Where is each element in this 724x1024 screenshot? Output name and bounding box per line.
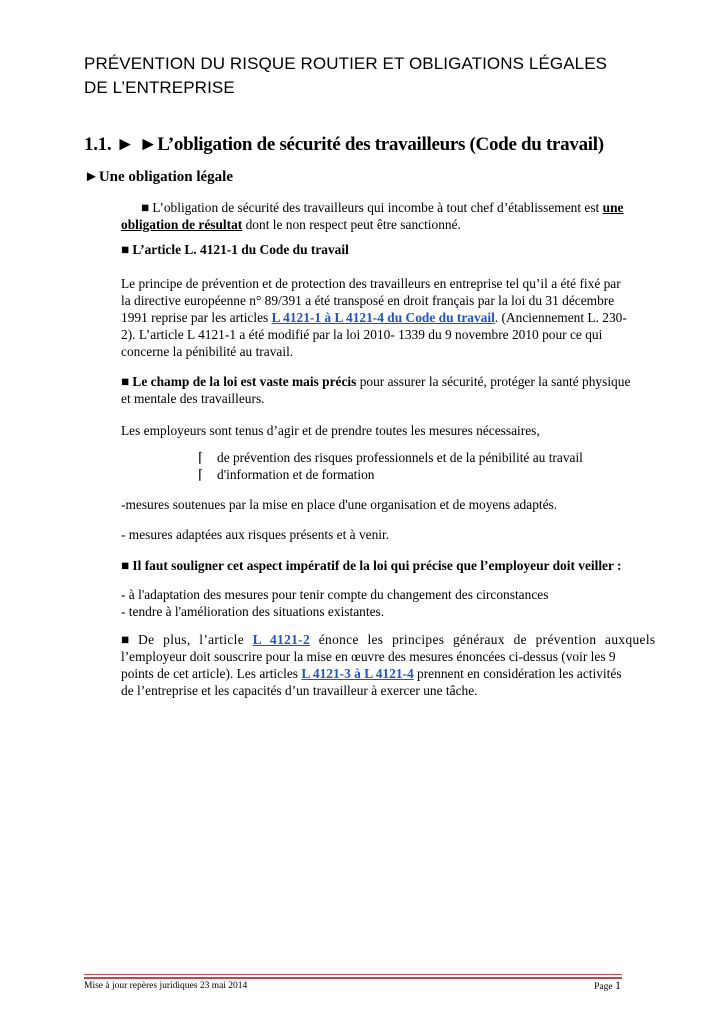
paragraph-line: Le principe de prévention et de protection des travailleurs en entreprise tel qu’il a été fixé par bbox=[121, 276, 621, 291]
paragraph-line bbox=[121, 309, 627, 326]
sub-heading: ►Une obligation légale bbox=[84, 169, 234, 185]
section-heading: 1.1. ► ►L’obligation de sécurité des travailleurs (Code du travail) bbox=[84, 134, 604, 155]
paragraph-line: concerne la pénibilité au travail. bbox=[121, 344, 294, 359]
paragraph-line bbox=[121, 216, 621, 233]
paragraph-line: - tendre à l'amélioration des situations existantes. bbox=[121, 604, 385, 619]
paragraph-scope bbox=[121, 373, 631, 407]
paragraph-line bbox=[121, 631, 656, 648]
emphasis-text: une bbox=[602, 200, 624, 215]
list-item bbox=[198, 466, 583, 483]
paragraph-line: l’employeur doit souscrire pour la mise en œuvre des mesures énoncées ci-dessus (voir les 9 bbox=[121, 649, 616, 664]
list-item bbox=[198, 449, 583, 466]
paragraph-text: prennent en considération les activités bbox=[413, 666, 622, 681]
emphasis-text: ■ Le champ de la loi est vaste mais précis bbox=[121, 374, 357, 389]
paragraph-text: ■ De plus, l’article bbox=[121, 632, 253, 647]
paragraph-text: 1991 reprise par les articles bbox=[121, 310, 272, 325]
paragraph-text: pour assurer la sécurité, protéger la santé physique bbox=[356, 374, 631, 389]
paragraph-line: de l’entreprise et les capacités d’un travailleur à exercer une tâche. bbox=[121, 683, 478, 698]
paragraph-text: ■ L’obligation de sécurité des travailleurs qui incombe à tout chef d’établissement est bbox=[141, 200, 603, 215]
article-heading: ■ L’article L. 4121-1 du Code du travail bbox=[121, 242, 349, 257]
document-title bbox=[84, 52, 644, 100]
link-articles-l4121-3-4[interactable]: L 4121-3 à L 4121-4 bbox=[301, 666, 414, 681]
link-article-l4121-2[interactable]: L 4121-2 bbox=[252, 632, 311, 647]
link-articles-l4121[interactable]: L 4121-1 à L 4121-4 du Code du travail bbox=[271, 310, 495, 325]
paragraph-text: dont le non respect peut être sanctionné. bbox=[242, 217, 461, 232]
paragraph-employers: Les employeurs sont tenus d’agir et de prendre toutes les mesures nécessaires, bbox=[121, 423, 540, 438]
emphasis-text: obligation de résultat bbox=[121, 217, 243, 232]
paragraph-line: 2). L’article L 4121-1 a été modifié par la loi 2010- 1339 du 9 novembre 2010 pour ce qui bbox=[121, 327, 603, 342]
bracket-bullet-icon: ⌈ bbox=[198, 450, 204, 465]
paragraph-line bbox=[121, 665, 621, 682]
footer-divider bbox=[84, 977, 622, 979]
paragraph-line bbox=[121, 373, 631, 390]
bullet-list bbox=[198, 449, 583, 483]
footer-update-date: Mise à jour repères juridiques 23 mai 2014 bbox=[84, 981, 248, 991]
paragraph-obligation bbox=[121, 199, 624, 233]
paragraph-text: points de cet article). Les articles bbox=[121, 666, 302, 681]
paragraph-line: - à l'adaptation des mesures pour tenir compte du changement des circonstances bbox=[121, 587, 549, 602]
paragraph-text: énonce les principes généraux de prévention auxquels bbox=[310, 632, 656, 647]
list-item-text: d'information et de formation bbox=[217, 467, 375, 482]
paragraph-measures-adapted: - mesures adaptées aux risques présents et à venir. bbox=[121, 527, 390, 542]
paragraph-line bbox=[121, 199, 624, 216]
bracket-bullet-icon: ⌈ bbox=[198, 467, 204, 482]
document-title-line-2: DE L’ENTREPRISE bbox=[84, 78, 235, 97]
paragraph-line: la directive européenne n° 89/391 a été transposé en droit français par la loi du 31 décembre bbox=[121, 293, 615, 308]
page-number: 1 bbox=[615, 978, 621, 992]
paragraph-measures-supported: -mesures soutenues par la mise en place d'une organisation et de moyens adaptés. bbox=[121, 497, 558, 512]
paragraph-text: . (Anciennement L. 230- bbox=[494, 310, 627, 325]
list-item-text: de prévention des risques professionnels et de la pénibilité au travail bbox=[217, 450, 583, 465]
page-label: Page bbox=[594, 982, 615, 992]
footer-divider bbox=[84, 974, 622, 975]
document-title-line-1: PRÉVENTION DU RISQUE ROUTIER ET OBLIGATIONS LÉGALES bbox=[84, 54, 608, 73]
paragraph-general-principles bbox=[121, 631, 656, 699]
paragraph-adaptation bbox=[121, 586, 621, 620]
paragraph-line: et mentale des travailleurs. bbox=[121, 391, 265, 406]
paragraph-imperative: ■ Il faut souligner cet aspect impératif de la loi qui précise que l’employeur doit veiller : bbox=[121, 558, 622, 573]
paragraph-principle bbox=[121, 275, 627, 360]
footer-page-number bbox=[594, 979, 621, 993]
